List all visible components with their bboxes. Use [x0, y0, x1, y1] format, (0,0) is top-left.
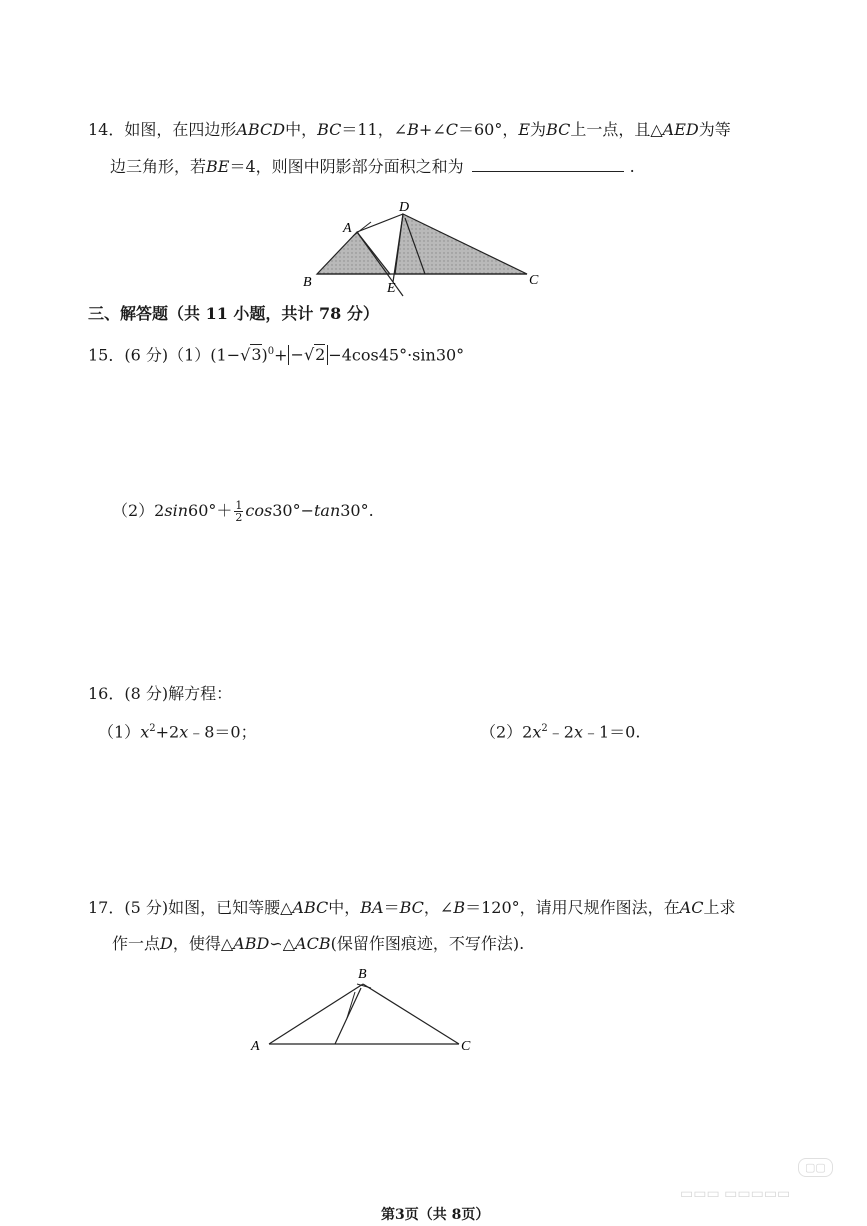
q14-text: 上一点，且△ [570, 120, 663, 139]
q16-var: x [532, 722, 542, 742]
q16-var: x [140, 722, 150, 742]
q16-expr: +2 [155, 722, 180, 742]
q14-edge-ad [357, 214, 403, 232]
q17-text: ，使得△ [172, 934, 234, 953]
q14-abcd: ABCD [236, 120, 286, 139]
q14-bc: BC [317, 120, 342, 139]
watermark-badge: ▢▢ [798, 1158, 833, 1177]
q17-label-a: A [251, 1039, 260, 1054]
q14-label-b: B [303, 275, 312, 290]
q16-var: x [573, 722, 583, 742]
q15-frac-den: 2 [235, 511, 243, 524]
q14-be: BE [206, 157, 230, 176]
q16-head: 16．(8 分)解方程： [88, 684, 233, 703]
q15-part2-head: （2）2 [112, 501, 165, 520]
q14-b: B [407, 120, 419, 139]
q14-text: . [629, 157, 635, 176]
q14-line1 [88, 120, 731, 140]
q15-head: 15．(6 分)（1） [88, 345, 211, 365]
q14-e: E [518, 120, 531, 139]
q14-text: 为等 [698, 120, 731, 139]
q17-text: ∽△ [269, 934, 296, 953]
q17-arc-mark [347, 992, 355, 1018]
q17-label-b: B [358, 967, 367, 982]
q14-label-e: E [387, 281, 396, 296]
q14-c: C [445, 120, 458, 139]
q16-p2-head: （2）2 [480, 722, 533, 742]
watermark-text: ▭▭▭ ▭▭▭▭▭ [680, 1186, 791, 1202]
q15-tan: tan [313, 501, 341, 520]
q14-text: 边三角形，若 [110, 157, 207, 176]
q15-expr: 60°＋ [188, 501, 233, 520]
q15-frac-num: 1 [235, 499, 243, 512]
q16-var: x [179, 722, 189, 742]
q14-text: ＝11，∠ [341, 120, 408, 139]
q15-expr: + [274, 345, 288, 365]
q17-text: ＝120°，请用尺规作图法，在 [465, 898, 680, 917]
q17-label-c: C [461, 1039, 471, 1054]
section-3-title: 三、解答题（共 11 小题，共计 78 分） [88, 304, 379, 323]
q16-expr: ﹣8＝0； [188, 722, 257, 742]
q15-expr: −4cos45°·sin30° [328, 345, 465, 365]
q17-text: 中， [328, 898, 361, 917]
q16-p1-head: （1） [98, 722, 141, 742]
q14-text: ＝60°， [457, 120, 519, 139]
q17-edge-bc [363, 984, 459, 1044]
q14-text: 14．如图，在四边形 [88, 120, 237, 139]
q14-label-c: C [529, 273, 539, 288]
q17-bc: BC [399, 898, 424, 917]
q17-abd: ABD [233, 934, 270, 953]
q17-line1 [88, 898, 735, 918]
q17-text: ，∠ [423, 898, 454, 917]
q15-expr: − [290, 345, 304, 365]
q17-ac: AC [679, 898, 704, 917]
q17-text: 17．(5 分)如图，已知等腰△ [88, 898, 293, 917]
q16-part1 [98, 719, 257, 742]
q16-sup: 2 [541, 723, 548, 734]
q14-line2 [110, 157, 635, 177]
q15-expr: (1− [210, 345, 241, 365]
q15-cos: cos [245, 501, 273, 520]
q15-abs-value: −√2 [288, 345, 329, 365]
q16-expr: ﹣2 [547, 722, 574, 742]
q16-sup: 2 [149, 723, 156, 734]
q14-arc-mark [353, 222, 371, 236]
q14-label-d: D [399, 200, 410, 215]
q17-text: 作一点 [112, 934, 161, 953]
q15-expr: 30°− [272, 501, 314, 520]
q14-bc2: BC [546, 120, 571, 139]
q16-part2 [480, 719, 640, 742]
q17-text: 上求 [703, 898, 736, 917]
q14-text: 为 [530, 120, 547, 139]
q17-b: B [453, 898, 466, 917]
q15-sqrt2: 2 [315, 345, 326, 365]
q14-answer-blank[interactable] [472, 157, 624, 172]
q17-acb: ACB [295, 934, 331, 953]
q14-figure [295, 196, 555, 304]
q17-text: ＝ [383, 898, 400, 917]
q17-ba: BA [360, 898, 384, 917]
q17-line2 [112, 934, 524, 954]
q15-exp0: 0 [267, 346, 275, 357]
q17-d: D [160, 934, 173, 953]
q17-figure [245, 962, 485, 1058]
q15-sqrt3: 3 [251, 345, 262, 365]
q15-part1: 15．(6 分)$(1)(1-√3)^0+ -√2 -4\cos 45^\circ\cdot\sin 30^\circ$ [88, 345, 465, 365]
q15-expr: ) [261, 345, 268, 365]
q15-fraction [234, 500, 243, 523]
q14-shaded-triangle-abe [317, 232, 390, 274]
q16-expr: ﹣1＝0. [583, 722, 641, 742]
q15-expr: 30°. [340, 501, 374, 520]
q14-text: +∠ [418, 120, 446, 139]
q14-text: ＝4，则图中阴影部分面积之和为 [229, 157, 464, 176]
q15-part2 [112, 500, 374, 523]
page-footer: 第3页（共 8页） [381, 1207, 490, 1223]
q14-text: 中， [285, 120, 318, 139]
q15-sin: sin [164, 501, 189, 520]
q14-label-a: A [343, 221, 352, 236]
q14-aed: AED [662, 120, 699, 139]
q17-abc: ABC [292, 898, 329, 917]
q17-text: (保留作图痕迹，不写作法). [330, 934, 525, 953]
